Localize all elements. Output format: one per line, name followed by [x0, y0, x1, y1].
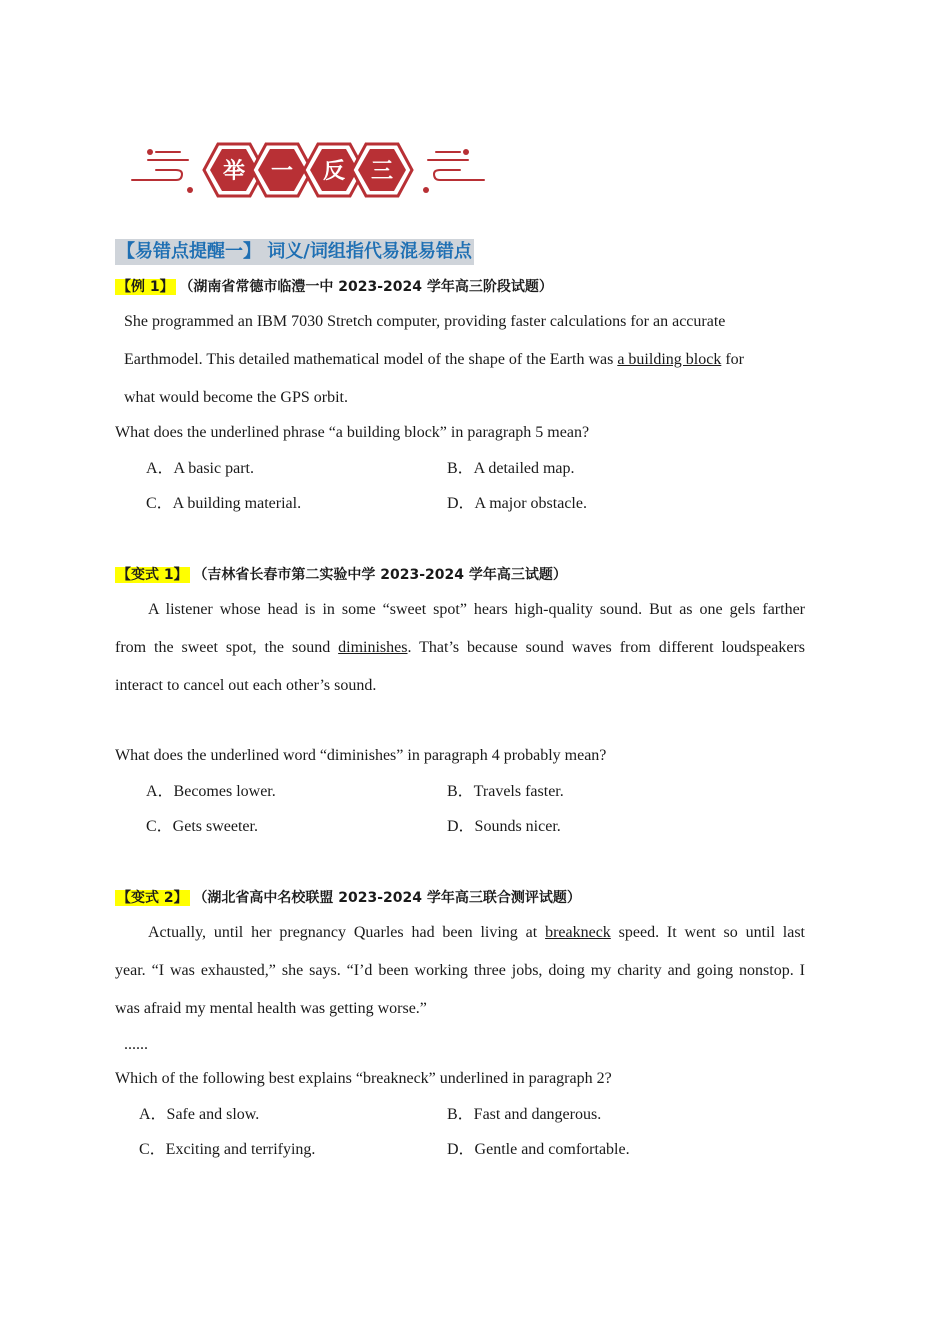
example1-option-d[interactable]: D．A major obstacle. [447, 495, 587, 512]
variant1-option-d[interactable]: D．Sounds nicer. [447, 818, 561, 835]
variant1-source: （吉林省长春市第二实验中学 2023-2024 学年高三试题） [193, 567, 567, 583]
example1-passage-line-2: Earthmodel. This detailed mathematical model of the shape of the Earth was a building block for [124, 351, 744, 368]
banner-char-3: 反 [322, 159, 346, 184]
example1-tag: 【例 1】 [117, 279, 174, 295]
underlined-word: diminishes [338, 639, 408, 656]
banner-char-4: 三 [370, 159, 394, 184]
variant2-passage-line-1: Actually, until her pregnancy Quarles had been living at breakneck speed. It went so until last [148, 924, 805, 941]
variant1-passage-line-2: from the sweet spot, the sound diminishes. That’s because sound waves from different loudspeakers [115, 639, 805, 656]
banner-ju-yi-fan-san [128, 138, 488, 202]
variant1-header [115, 564, 567, 586]
variant2-header [115, 887, 581, 909]
variant1-option-c[interactable]: C．Gets sweeter. [146, 818, 258, 835]
banner-char-1: 举 [222, 159, 246, 184]
example1-option-a[interactable]: A．A basic part. [146, 460, 254, 477]
variant2-option-a[interactable]: A．Safe and slow. [139, 1106, 260, 1123]
underlined-word: breakneck [545, 924, 611, 941]
variant2-passage-line-3: was afraid my mental health was getting worse.” [115, 1000, 427, 1017]
example1-source: （湖南省常德市临澧一中 2023-2024 学年高三阶段试题） [179, 279, 553, 295]
section-title: 【易错点提醒一】 词义/词组指代易混易错点 [115, 239, 474, 265]
variant1-question: What does the underlined word “diminishes” in paragraph 4 probably mean? [115, 747, 607, 764]
banner-char-2: 一 [270, 159, 294, 184]
variant2-question: Which of the following best explains “breakneck” underlined in paragraph 2? [115, 1070, 612, 1087]
variant2-option-d[interactable]: D．Gentle and comfortable. [447, 1141, 630, 1158]
example1-option-c[interactable]: C．A building material. [146, 495, 302, 512]
variant1-option-a[interactable]: A．Becomes lower. [146, 783, 276, 800]
example1-question: What does the underlined phrase “a building block” in paragraph 5 mean? [115, 424, 590, 441]
variant2-source: （湖北省高中名校联盟 2023-2024 学年高三联合测评试题） [193, 890, 581, 906]
variant2-tag: 【变式 2】 [117, 890, 188, 906]
variant2-option-c[interactable]: C．Exciting and terrifying. [139, 1141, 316, 1158]
variant1-tag: 【变式 1】 [117, 567, 188, 583]
example1-passage-line-1: She programmed an IBM 7030 Stretch computer, providing faster calculations for an accurate [124, 313, 726, 330]
variant2-ellipsis: ...... [124, 1036, 148, 1053]
variant1-passage-line-3: interact to cancel out each other’s sound. [115, 677, 377, 694]
variant2-option-b[interactable]: B．Fast and dangerous. [447, 1106, 602, 1123]
example1-option-b[interactable]: B．A detailed map. [447, 460, 575, 477]
variant1-option-b[interactable]: B．Travels faster. [447, 783, 564, 800]
variant1-passage-line-1: A listener whose head is in some “sweet spot” hears high-quality sound. But as one gels farther [148, 601, 805, 618]
underlined-phrase: a building block [617, 351, 722, 368]
example1-header [115, 276, 553, 298]
variant2-passage-line-2: year. “I was exhausted,” she says. “I’d been working three jobs, doing my charity and going nonstop. I [115, 962, 805, 979]
example1-passage-line-3: what would become the GPS orbit. [124, 389, 348, 406]
